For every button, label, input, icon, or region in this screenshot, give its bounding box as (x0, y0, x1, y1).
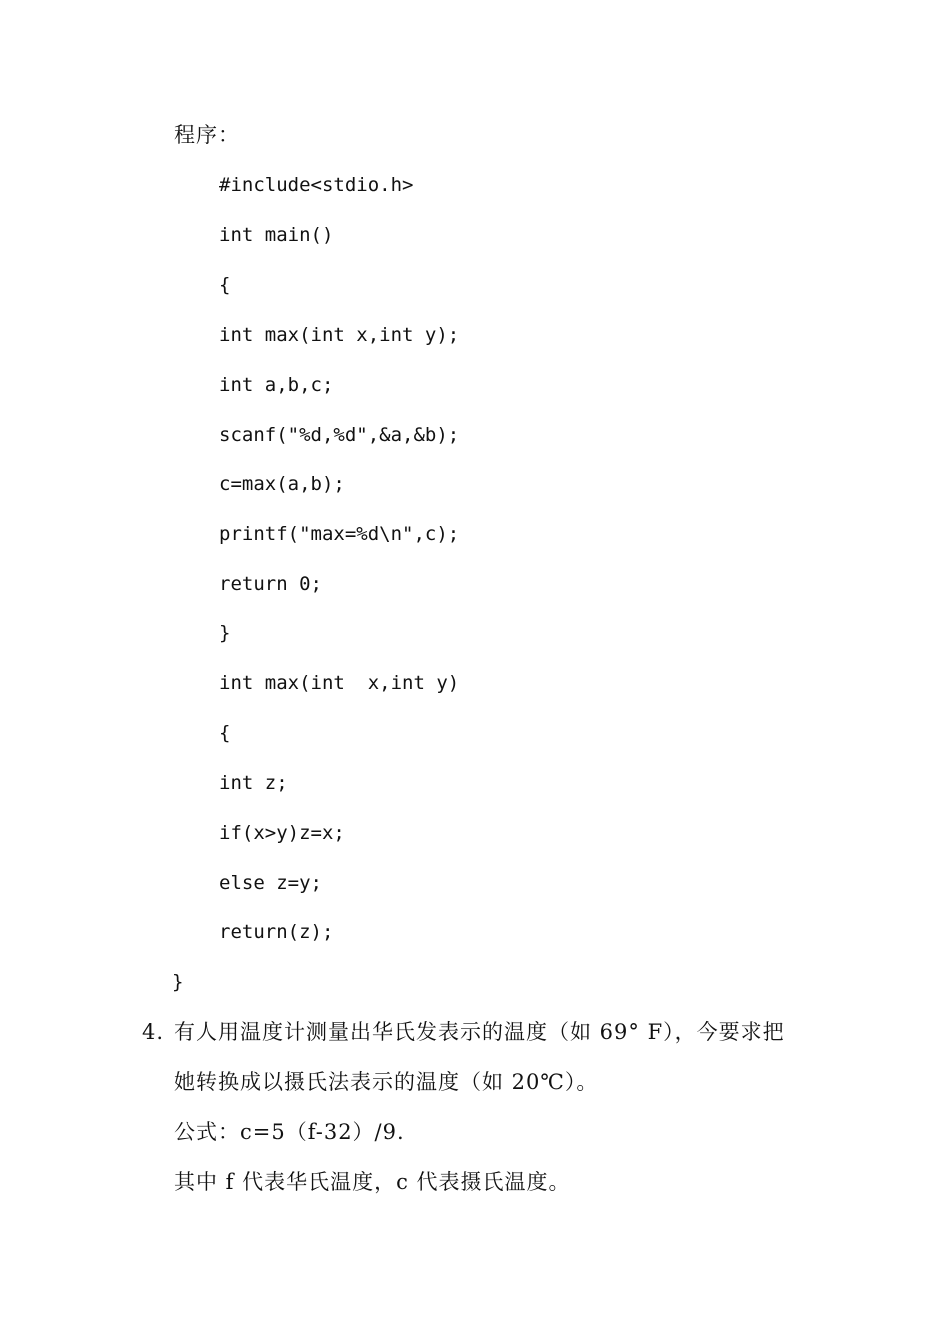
code-line: else z=y; (219, 872, 322, 894)
question-number: 4. (142, 1020, 165, 1044)
code-line: int max(int x,int y) (219, 672, 460, 694)
code-line: { (219, 274, 231, 296)
code-line: int a,b,c; (219, 374, 334, 396)
code-line: int max(int x,int y); (219, 324, 460, 346)
code-line: if(x>y)z=x; (219, 822, 345, 844)
code-line: return(z); (219, 921, 334, 943)
question-text-line1: 有人用温度计测量出华氏发表示的温度（如 69° F），今要求把 (174, 1020, 785, 1044)
question-text-line2: 她转换成以摄氏法表示的温度（如 20℃）。 (174, 1070, 599, 1094)
code-line: } (219, 622, 231, 644)
code-line: printf("max=%d\n",c); (219, 523, 460, 545)
note-text: 其中 f 代表华氏温度，c 代表摄氏温度。 (174, 1170, 571, 1194)
program-label: 程序： (174, 123, 240, 147)
code-line: int main() (219, 224, 334, 246)
formula-text: 公式：c=5（f-32）/9. (174, 1120, 405, 1144)
code-line: scanf("%d,%d",&a,&b); (219, 424, 460, 446)
code-line: { (219, 722, 231, 744)
code-line: #include<stdio.h> (219, 174, 414, 196)
code-line: return 0; (219, 573, 322, 595)
code-closing-brace: } (172, 971, 184, 993)
code-line: int z; (219, 772, 288, 794)
code-line: c=max(a,b); (219, 473, 345, 495)
